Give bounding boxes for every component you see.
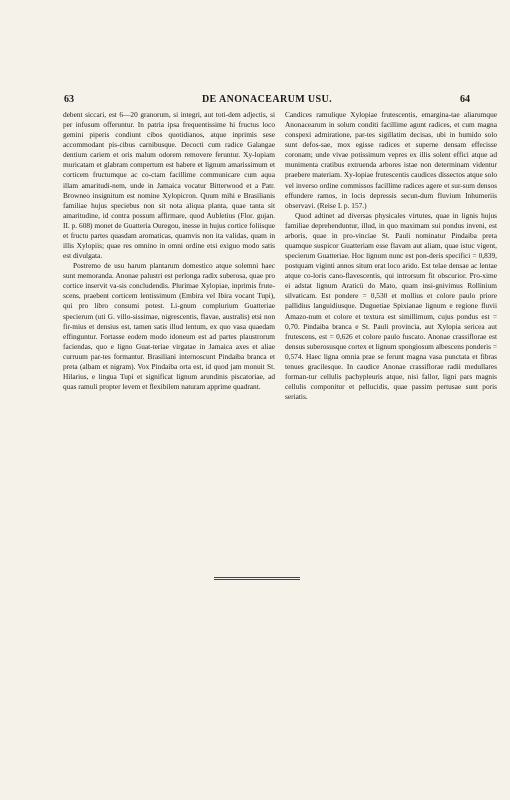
section-end-rule [214,577,300,580]
paragraph: debent siccari, est 6—20 granorum, si integri, aut toti-dem adjectis, si per infusum offeruntur. In patria ipsa frequentissime hi fructus loco gemini piperis condiunt cibos quotidianos, atque inprimis sese accommodant pis-cibus carnibusque. Decocti cum radice Galangae dentium cariem et oris malum odorem removere feruntur. Xy-lopiam muricatam et glabram compertum est habere et lignum amarissimum et corticem fructumque ac co-ctam facillime communicare cum aqua illam amaritudi-nem, unde in Jamaica vocatur Bitterwood et a Patr. Browneo insignitum est nomine Xylopicron. Quum mihi e Brasilianis familiae hujus speciebus non sit nota aliqua planta, quae tanta sit amaritudine, id contra possum affirmare, quod Aubletius (Flor. gujan. II. p. 608) monet de Guatteria Ouregou, inesse in hujus cortice foliisque et fructu partes quasdam aromaticas, quamvis non ita validas, quam in illis Xylopiis; quae res omnino in omni ordine etsi exiguo modo satis est divulgata. [63,110,275,261]
paragraph: Quod adtinet ad diversas physicales virtutes, quae in lignis hujus familiae deprehenduntur, illud, in quo maximam sui pondus inveni, est arboris, quae in pro-vinciae St. Pauli nominatur Pindaiba preta quamque suspicor Guatteriam esse flavam aut aliam, quae istuc vigent, specierum Guatteriae. Hoc lignum nunc est pon-deris specifici = 0,839, postquam viginti annos situm erat loco arido. Est telae densae ac lentae atque co-loris cano-flavescentis, qui introrsum fit obscurior. Pro-xime ei adstat lignum Araticü do Mato, quam insi-gnivimus Rollinium silvaticam. Est pondere = 0,530 et mollius et colore paulo priore pallidius languidiusque. Duguetiae Spixianae lignum e regione fluvii Amazo-num et colore et textura est simillimum, cujus pondus est = 0,70. Pindaiba branca e St. Pauli provincia, aut Xylopia sericea aut frutescens, est = 0,626 et colore paulo fuscato. Anonae crassiflorae est densus suberosusque cortex et lignum spongiosum albescens ponderis = 0,574. Haec ligna omnia prae se ferunt magna vasa punctata et fibras tenues gracilesque. In caudice Anonae crassiflorae radii medullares forman-tur cellulis pachypleuris atque, nisi fallor, ligni pars magnis cellulis componitur et pellucidis, quae passim pertusae sunt poris seriatis. [285,210,497,402]
left-column [63,110,275,392]
paragraph: Candices ramulique Xylopiae frutescentis, emargina-tae aliarumque Anonacearum in solum conditi facillime agunt radices, et cum magna conspexi admiratione, par-tes sigillatim decisas, ubi in humido solo sunt defos-sae, mox egisse radices et superne densam effecisse coronam; unde vivae potissimum vepres ex illis solent effici atque ad munimenta cratibus extruenda arbores istae non determinam videntur praebere materiam. Xy-lopiae frutescentis caudices dissectos atque solo vel inverso ordine commissos facillime radices agere et sur-sum densos effundere ramos, in locis depressis secun-dum fluvium Inhumeriis observavi. (Reise I. p. 157.) [285,110,497,210]
page-number-right: 64 [460,94,470,105]
page-number-left: 63 [64,94,74,105]
running-title: DE ANONACEARUM USU. [201,94,333,105]
right-column [285,110,497,402]
running-header [64,94,470,110]
paragraph: Postremo de usu harum plantarum domestico atque solemni haec sunt memoranda. Anonae palustri est perlonga radix suberosa, quae pro cortice inservit va-sis concludendis. Plurimae Xylopiae, inprimis frute-scens, praebent corticem lentissimum (Embira vel Ibira vocant Tupi), qui pro libro consumi potest. Li-gnum complurium Guatteriae specierum (uti G. villo-sissimae, nigrescentis, flavae, australis) etsi non fir-mius et densius est, tamen satis illud lentum, ex quo vasa quaedam effinguntur. Fortasse eodem modo idoneum est ad partes plaustrorum faciendas, quo e ligno Guat-teriae virgatae in Jamaica axes et aliae curruum par-tes formantur. Brasiliani internoscunt Pindaiba branca et preta (albam et nigram). Vox Pindaiba orta est, id quod jam monuit St. Hilarius, e lingua Tupi et significat lignum arundinis piscatoriae, ad quas ramuli propter levem et flexibilem naturam apprime quadrant. [63,261,275,392]
